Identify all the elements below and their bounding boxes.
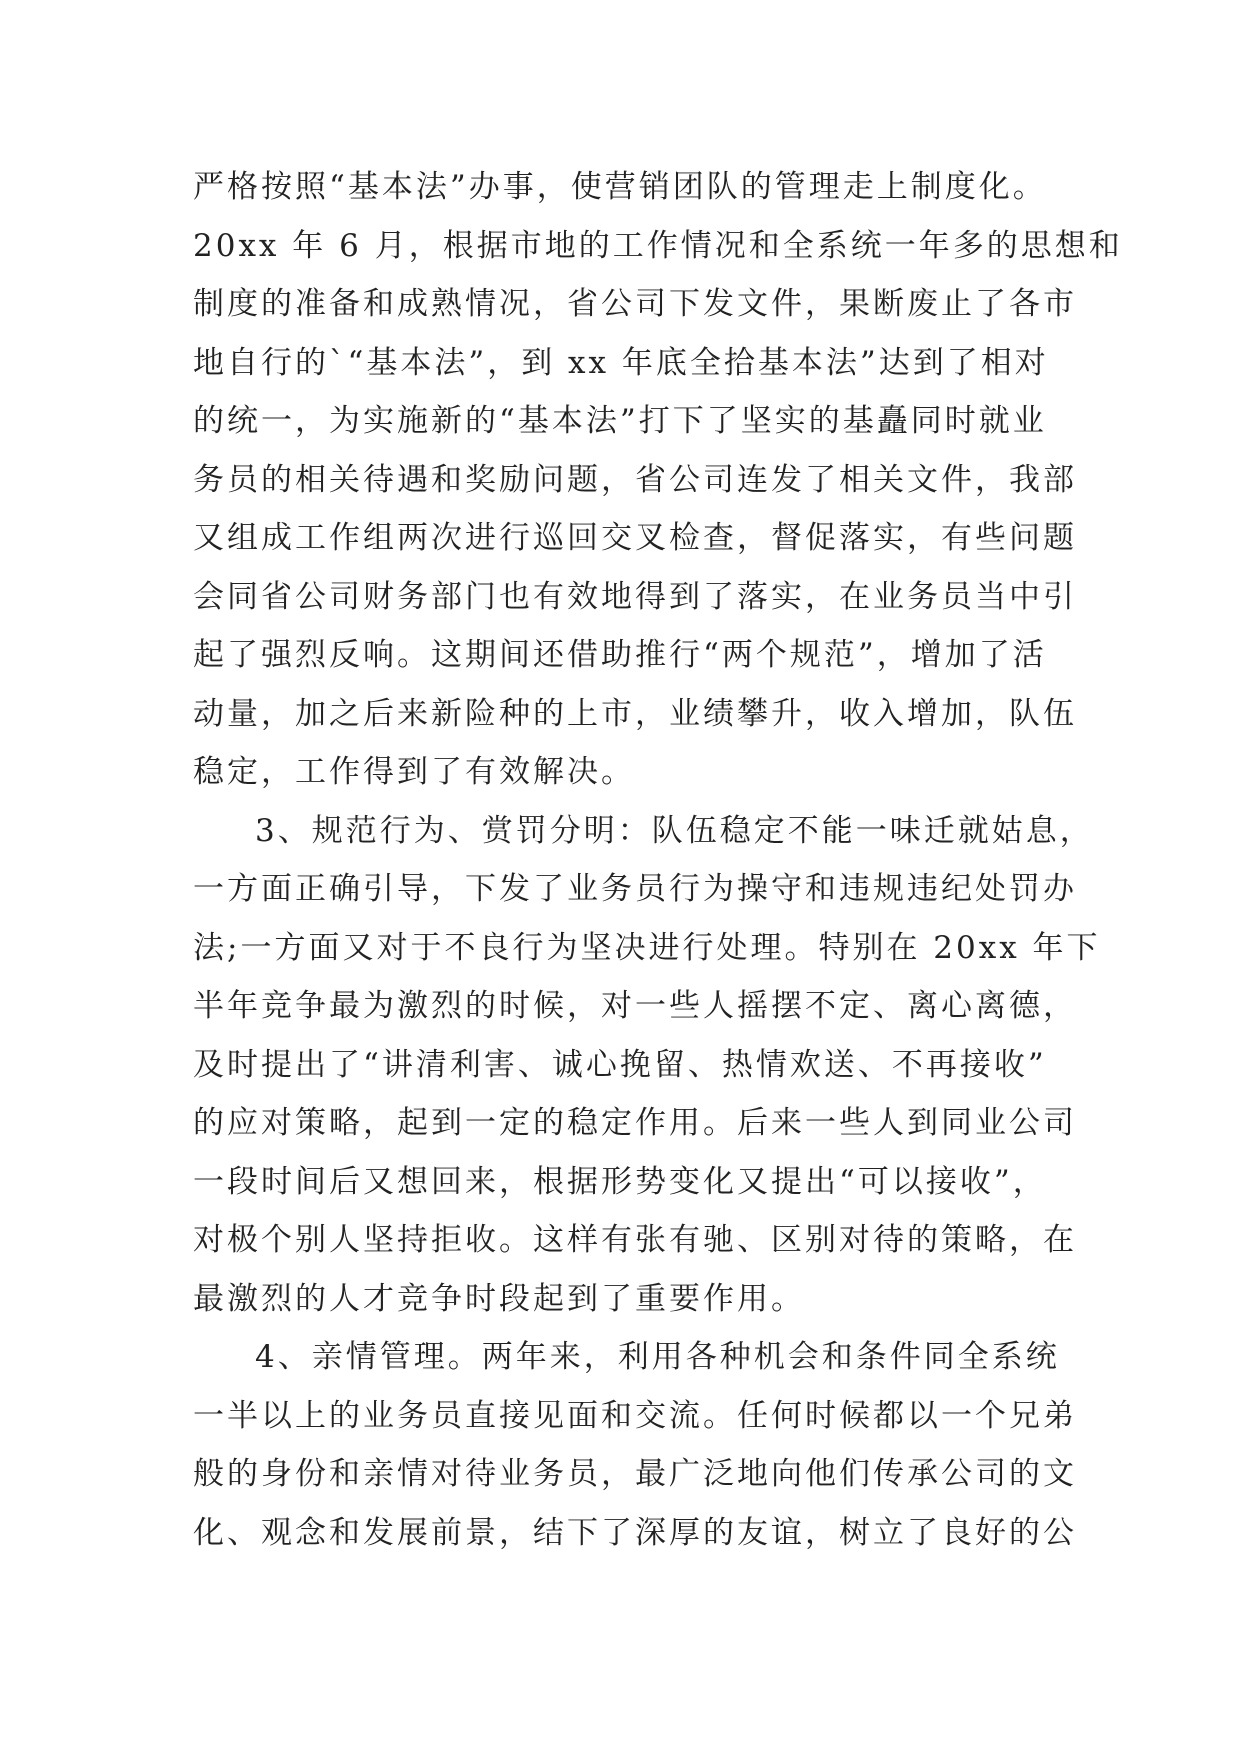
text-line: 严格按照“基本法”办事，使营销团队的管理走上制度化。 — [193, 169, 1047, 205]
text-line: 法;一方面又对于不良行为坚决进行处理。特别在 20xx 年下 — [193, 929, 1101, 966]
text-line: 半年竞争最为激烈的时候，对一些人摇摆不定、离心离德， — [193, 988, 1077, 1024]
text-line: 对极个别人坚持拒收。这样有张有驰、区别对待的策略，在 — [193, 1222, 1077, 1258]
text-line: 稳定，工作得到了有效解决。 — [193, 754, 635, 790]
text-line: 最激烈的人才竞争时段起到了重要作用。 — [193, 1280, 805, 1317]
text-line: 又组成工作组两次进行巡回交叉检查，督促落实，有些问题 — [193, 520, 1077, 556]
text-line: 般的身份和亲情对待业务员，最广泛地向他们传承公司的文 — [193, 1456, 1077, 1492]
text-line: 一段时间后又想回来，根据形势变化又提出“可以接收”， — [193, 1163, 1047, 1200]
text-line: 会同省公司财务部门也有效地得到了落实，在业务员当中引 — [193, 578, 1077, 615]
text-line: 化、观念和发展前景，结下了深厚的友谊，树立了良好的公 — [193, 1514, 1077, 1551]
document-body — [193, 158, 1123, 1562]
text-line: 的统一，为实施新的“基本法”打下了坚实的基矗同时就业 — [193, 403, 1047, 439]
text-line: 及时提出了“讲清利害、诚心挽留、热情欢送、不再接收” — [193, 1046, 1047, 1083]
text-line: 动量，加之后来新险种的上市，业绩攀升，收入增加，队伍 — [193, 695, 1077, 732]
text-line: 一半以上的业务员直接见面和交流。任何时候都以一个兄弟 — [193, 1397, 1077, 1434]
paragraph-3-start: 3、规范行为、赏罚分明：队伍稳定不能一味迁就姑息， — [255, 812, 1094, 849]
text-line: 地自行的`“基本法”，到 xx 年底全拾基本法”达到了相对 — [193, 344, 1049, 381]
text-line: 一方面正确引导，下发了业务员行为操守和违规违纪处罚办 — [193, 871, 1077, 907]
text-line: 20xx 年 6 月，根据市地的工作情况和全系统一年多的思想和 — [193, 227, 1123, 264]
text-line: 起了强烈反响。这期间还借助推行“两个规范”，增加了活 — [193, 637, 1047, 673]
text-line: 的应对策略，起到一定的稳定作用。后来一些人到同业公司 — [193, 1105, 1077, 1141]
paragraph-4-start: 4、亲情管理。两年来，利用各种机会和条件同全系统 — [255, 1339, 1060, 1375]
text-line: 务员的相关待遇和奖励问题，省公司连发了相关文件，我部 — [193, 461, 1077, 498]
text-line: 制度的准备和成熟情况，省公司下发文件，果断废止了各市 — [193, 286, 1077, 322]
